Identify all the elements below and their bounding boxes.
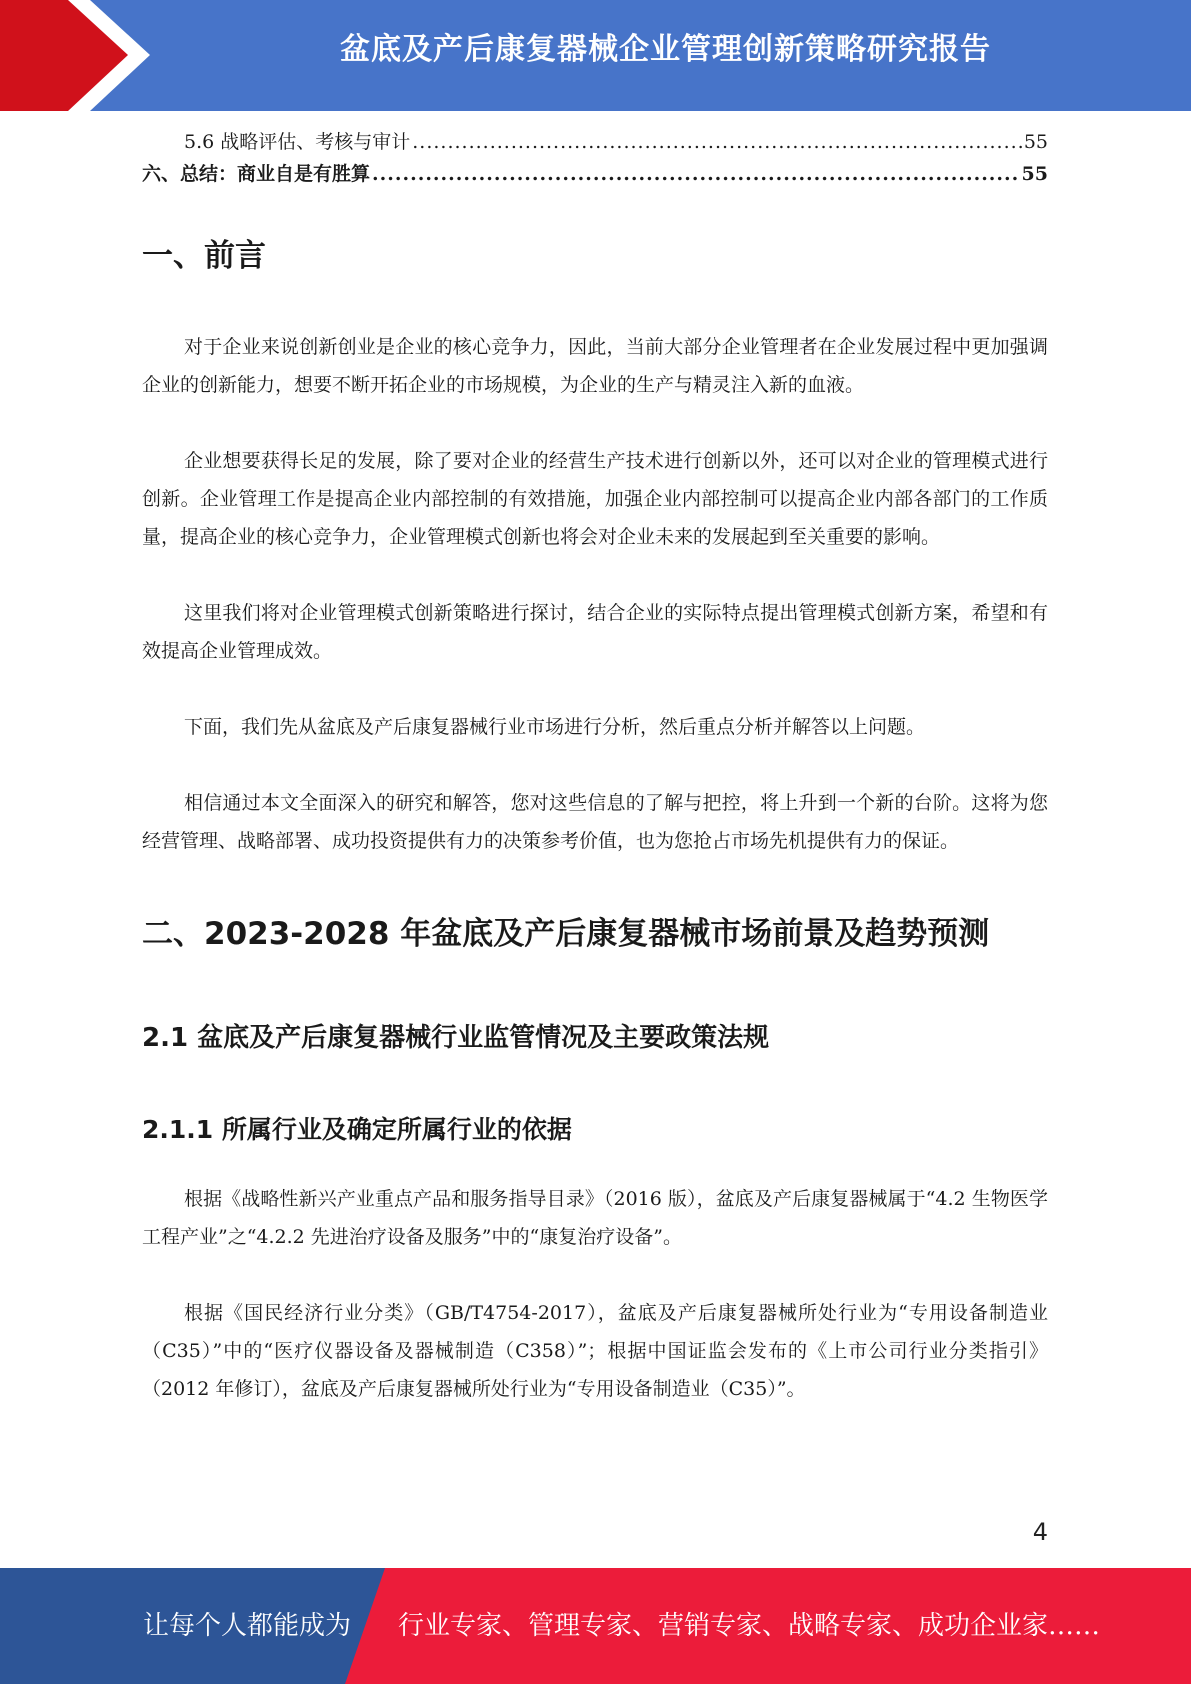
toc-entry[interactable] xyxy=(142,126,1048,158)
footer-slogan-left: 让每个人都能成为 xyxy=(143,1611,352,1641)
toc-leader-dots xyxy=(372,158,1020,190)
subsubsection-heading: 2.1.1 所属行业及确定所属行业的依据 xyxy=(142,1115,572,1144)
report-title: 盆底及产后康复器械企业管理创新策略研究报告 xyxy=(340,32,991,67)
body-paragraph: 下面，我们先从盆底及产后康复器械行业市场进行分析，然后重点分析并解答以上问题。 xyxy=(184,716,926,738)
subsection-heading: 2.1 盆底及产后康复器械行业监管情况及主要政策法规 xyxy=(142,1023,770,1053)
page-content xyxy=(142,126,1048,1408)
page-number: 4 xyxy=(1032,1518,1048,1546)
toc-leader-dots xyxy=(412,126,1022,158)
body-paragraph: 企业想要获得长足的发展，除了要对企业的经营生产技术进行创新以外，还可以对企业的管理模式进行创新。企业管理工作是提高企业内部控制的有效措施，加强企业内部控制可以提高企业内部各部门的工作质量，提高企业的核心竞争力，企业管理模式创新也将会对企业未来的发展起到至关重要的影响。 xyxy=(142,450,1048,548)
section-heading-preface: 一、前言 xyxy=(142,238,266,274)
body-paragraph: 这里我们将对企业管理模式创新策略进行探讨，结合企业的实际特点提出管理模式创新方案，希望和有效提高企业管理成效。 xyxy=(142,602,1048,662)
body-paragraph: 根据《国民经济行业分类》（GB/T4754-2017），盆底及产后康复器械所处行业为“专用设备制造业（C35）”中的“医疗仪器设备及器械制造（C358）”；根据中国证监会发布的《上市公司行业分类指引》（2012 年修订），盆底及产后康复器械所处行业为“专用设备制造业（C35）”。 xyxy=(142,1302,1048,1400)
footer-slogan-right: 行业专家、管理专家、营销专家、战略专家、成功企业家…… xyxy=(398,1611,1101,1641)
body-paragraph: 对于企业来说创新创业是企业的核心竞争力，因此，当前大部分企业管理者在企业发展过程中更加强调企业的创新能力，想要不断开拓企业的市场规模，为企业的生产与精灵注入新的血液。 xyxy=(142,336,1048,396)
toc-entry-label: 5.6 战略评估、考核与审计 xyxy=(184,131,411,153)
chevron-arrow-icon xyxy=(0,0,160,111)
toc-entry-page: 55 xyxy=(1021,163,1048,185)
section-heading-market: 二、2023-2028 年盆底及产后康复器械市场前景及趋势预测 xyxy=(142,916,990,952)
page-header xyxy=(0,0,1191,111)
body-paragraph: 根据《战略性新兴产业重点产品和服务指导目录》（2016 版），盆底及产后康复器械属于“4.2 生物医学工程产业”之“4.2.2 先进治疗设备及服务”中的“康复治疗设备”。 xyxy=(142,1188,1048,1248)
body-paragraph: 相信通过本文全面深入的研究和解答，您对这些信息的了解与把控，将上升到一个新的台阶。这将为您经营管理、战略部署、成功投资提供有力的决策参考价值，也为您抢占市场先机提供有力的保证。 xyxy=(142,792,1048,852)
toc-entry-page: 55 xyxy=(1023,131,1048,153)
page-footer xyxy=(0,1568,1191,1684)
toc-entry-label: 六、总结：商业自是有胜算 xyxy=(142,163,371,185)
toc-entry[interactable] xyxy=(142,158,1048,190)
